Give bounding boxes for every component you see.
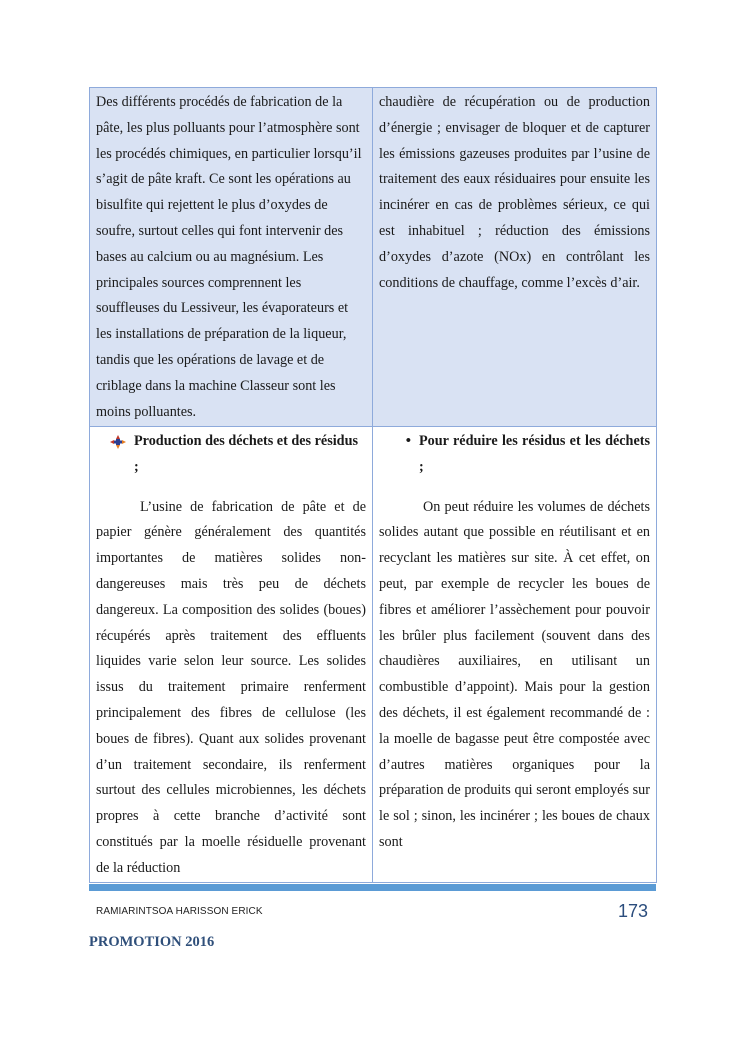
four-arrows-cross-icon (96, 429, 134, 449)
table-row (90, 427, 657, 883)
table-row (90, 88, 657, 427)
cell-emission-reduction (373, 88, 657, 427)
cell-text: chaudière de récupération ou de production d’énergie ; envisager de bloquer et de capturer les émissions gazeuses produites par l’usine de traitement des eaux résiduaires pour ensuite les incinérer en cas de problèmes sérieux, ce qui est inhabituel ; réduction des émissions d’oxydes d’azote (NOx) en contrôlant les conditions de chauffage, comme l’excès d’air. (379, 94, 650, 291)
cell-atmosphere-pollution (90, 88, 373, 427)
cell-waste-production (90, 427, 373, 883)
cell-text: Des différents procédés de fabrication de la pâte, les plus polluants pour l’atmosphère sont les procédés chimiques, en particulier lorsqu’il s’agit de pâte kraft. Ce sont les opérations au bisulfite qui rejettent le plus d’oxydes de soufre, surtout celles qui font intervenir des bases au calcium ou au magnésium. Les principales sources comprennent les souffleuses du Lessiveur, les évaporateurs et les installations de préparation de la liqueur, tandis que les opérations de lavage et de criblage dans la machine Classeur sont les moins polluantes. (96, 94, 362, 420)
paragraph: On peut réduire les volumes de déchets solides autant que possible en réutilisant et en recyclant les matières sur site. À cet effet, on peut, par exemple de recycler les boues de fibres et améliorer l’assèchement pour pouvoir les brûler plus facilement (souvent dans des chaudières auxiliaires, en utilisant un combustible d’appoint). Mais pour la gestion des déchets, il est également recommandé de : la moelle de bagasse peut être compostée avec d’autres matières organiques pour la préparation de produits qui seront employés sur le sol ; sinon, les incinérer ; les boues de chaux sont (379, 498, 650, 850)
author-name: RAMIARINTSOA HARISSON ERICK (96, 906, 263, 917)
section-heading (96, 429, 366, 481)
paragraph: L’usine de fabrication de pâte et de papier génère généralement des quantités importantes de matières solides non-dangereuses mais très peu de déchets dangereux. La composition des solides (boues) récupérés après traitement des effluents liquides varie selon leur source. Les solides issus du traitement primaire renferment principalement des fibres de cellulose (les boues de fibres). Quant aux solides provenant d’un traitement secondaire, ils renferment surtout des cellules microbiennes, les déchets propres à cette branche d’activité sont constitués par la moelle résiduelle provenant de la réduction (96, 498, 366, 876)
bullet-dot-icon: • (405, 433, 411, 449)
section-heading-text: Pour réduire les résidus et les déchets ; (419, 433, 650, 475)
page-number: 173 (617, 901, 648, 921)
promotion-label: PROMOTION 2016 (89, 934, 215, 950)
section-heading-text: Production des déchets et des résidus ; (134, 433, 358, 475)
footer-divider-bar (89, 884, 656, 891)
content-table (89, 87, 657, 883)
section-heading (379, 429, 650, 481)
cell-waste-reduction (373, 427, 657, 883)
